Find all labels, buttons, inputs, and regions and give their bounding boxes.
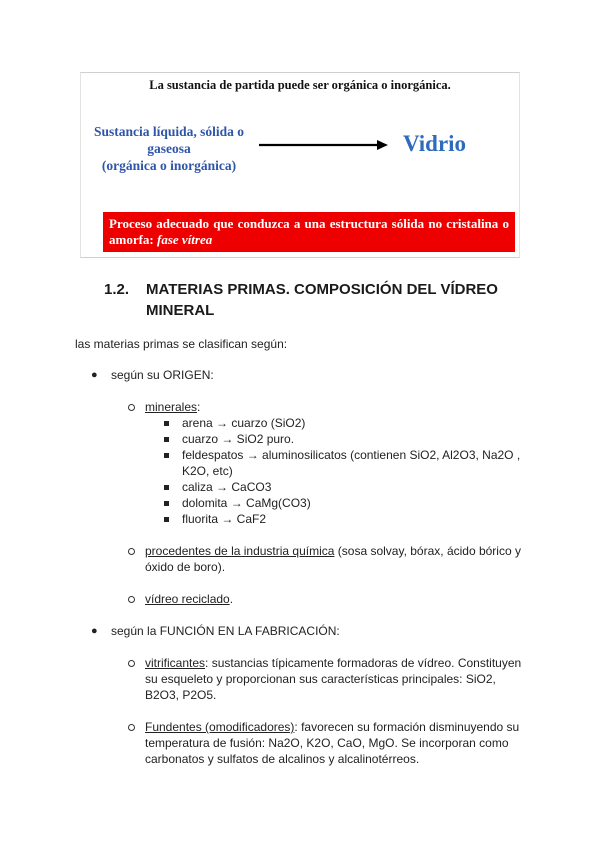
section-title: MATERIAS PRIMAS. COMPOSICIÓN DEL VÍDREO MINERAL	[146, 281, 498, 319]
diagram-result-label: Vidrio	[403, 131, 467, 156]
reciclado-item: vídreo reciclado.	[145, 592, 234, 606]
process-diagram	[80, 72, 520, 258]
right-arrow-icon	[257, 139, 389, 151]
list-item: caliza → CaCO3	[182, 480, 272, 494]
list-item: cuarzo → SiO2 puro.	[182, 432, 295, 446]
circle-bullet-icon	[128, 724, 135, 731]
process-box: Proceso adecuado que conduzca a una estructura sólida no cristalina o amorfa: fase vítrea	[103, 212, 515, 252]
funcion-label: según la FUNCIÓN EN LA FABRICACIÓN:	[111, 624, 340, 638]
minerales-heading: minerales:	[145, 400, 201, 414]
section-heading	[104, 279, 524, 321]
origen-label: según su ORIGEN:	[111, 368, 214, 382]
fundentes-continuation: temperatura de fusión: Na2O, K2O, CaO, MgO. Se incorporan como	[145, 736, 509, 750]
square-bullet-icon	[164, 517, 169, 522]
vitrificantes-continuation: B2O3, P2O5.	[145, 688, 217, 702]
fundentes-item: Fundentes (omodificadores): favorecen su formación disminuyendo su	[145, 720, 520, 734]
circle-bullet-icon	[128, 596, 135, 603]
square-bullet-icon	[164, 453, 169, 458]
square-bullet-icon	[164, 437, 169, 442]
quimica-item: procedentes de la industria química (sosa solvay, bórax, ácido bórico y	[145, 544, 521, 558]
circle-bullet-icon	[128, 548, 135, 555]
circle-bullet-icon	[128, 404, 135, 411]
diagram-caption: La sustancia de partida puede ser orgánica o inorgánica.	[149, 78, 451, 92]
diagram-source-label: Sustancia líquida, sólida o gaseosa (orgánica o inorgánica)	[93, 124, 245, 173]
intro-text: las materias primas se clasifican según:	[75, 337, 288, 351]
bullet-icon: ●	[91, 625, 98, 637]
list-item: arena → cuarzo (SiO2)	[182, 416, 306, 430]
bullet-icon: ●	[91, 369, 98, 381]
fundentes-continuation: carbonatos y sulfatos de alcalinos y alcalinotérreos.	[145, 752, 420, 766]
square-bullet-icon	[164, 501, 169, 506]
quimica-item-continuation: óxido de boro).	[145, 560, 226, 574]
vitrificantes-continuation: su esqueleto y proporcionan sus características principales: SiO2,	[145, 672, 496, 686]
vitrificantes-item: vitrificantes: sustancias típicamente formadoras de vídreo. Constituyen	[145, 656, 522, 670]
circle-bullet-icon	[128, 660, 135, 667]
list-item: feldespatos → aluminosilicatos (contienen SiO2, Al2O3, Na2O ,	[182, 448, 521, 462]
list-item: dolomita → CaMg(CO3)	[182, 496, 311, 510]
square-bullet-icon	[164, 421, 169, 426]
list-item: fluorita → CaF2	[182, 512, 267, 526]
section-number: 1.2.	[104, 281, 130, 298]
list-item-continuation: K2O, etc)	[182, 464, 233, 478]
square-bullet-icon	[164, 485, 169, 490]
